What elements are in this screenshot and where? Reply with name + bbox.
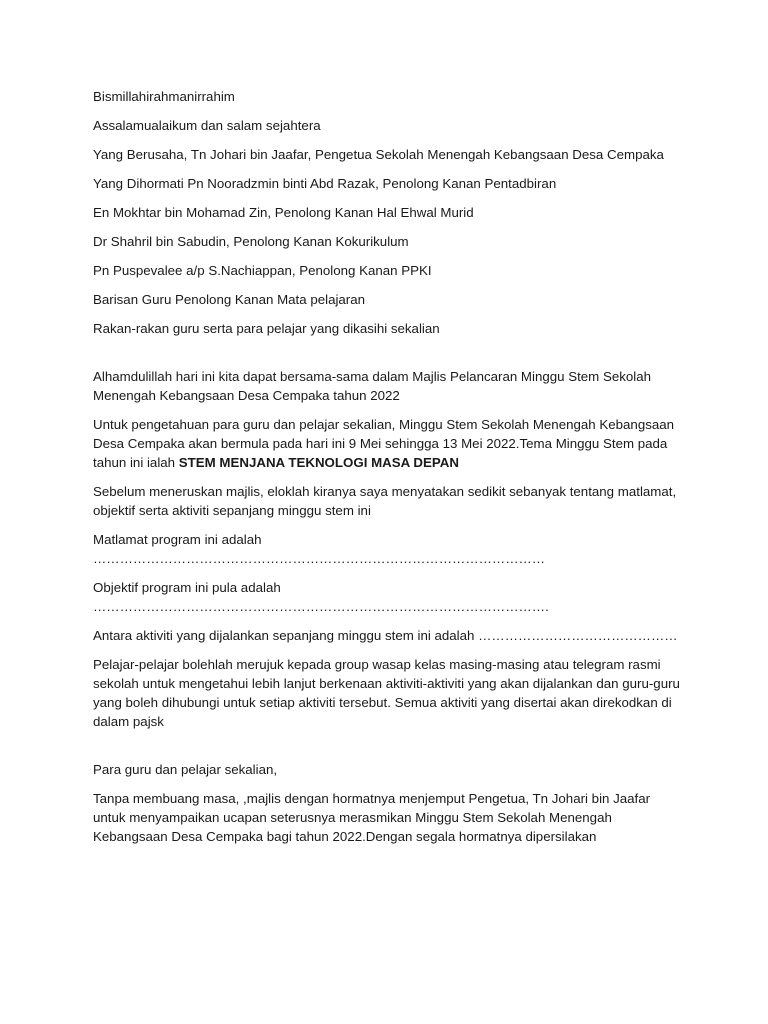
objective-line: Objektif program ini pula adalah …………………………………………………………………………………………. xyxy=(93,580,549,614)
greeting-admin-assistant: Yang Dihormati Pn Nooradzmin binti Abd Razak, Penolong Kanan Pentadbiran xyxy=(93,176,557,191)
paragraph-gap xyxy=(93,741,683,760)
activities-line: Antara aktiviti yang dijalankan sepanjang minggu stem ini adalah ……………………………………… xyxy=(93,628,678,643)
address-line: Para guru dan pelajar sekalian, xyxy=(93,762,278,777)
students-info-paragraph: Pelajar-pelajar bolehlah merujuk kepada group wasap kelas masing-masing atau telegram rasmi sekolah untuk mengetahui lebih lanjut berkenaan aktiviti-aktiviti yang akan dijalankan dan guru-guru yang boleh dihubungi untuk setiap aktiviti tersebut. Semua aktiviti yang disertai akan direkodkan di dalam pajsk xyxy=(93,657,680,729)
greeting-principal: Yang Berusaha, Tn Johari bin Jaafar, Pengetua Sekolah Menengah Kebangsaan Desa Cempaka xyxy=(93,147,664,162)
info-paragraph xyxy=(93,415,683,472)
greeting-ppki: Pn Puspevalee a/p S.Nachiappan, Penolong Kanan PPKI xyxy=(93,263,432,278)
info-text: Untuk pengetahuan para guru dan pelajar sekalian, Minggu Stem Sekolah Menengah Kebangsaan Desa Cempaka akan bermula pada hari ini 9 Mei sehingga 13 Mei 2022.Tema Minggu Stem pada tahun ini ialah xyxy=(93,417,675,470)
invitation-paragraph: Tanpa membuang masa, ,majlis dengan hormatnya menjemput Pengetua, Tn Johari bin Jaafar untuk menyampaikan ucapan seterusnya merasmikan Minggu Stem Sekolah Menengah Kebangsaan Desa Cempaka bagi tahun 2022.Dengan segala hormatnya dipersilakan xyxy=(93,791,651,844)
greeting-teachers-students: Rakan-rakan guru serta para pelajar yang dikasihi sekalian xyxy=(93,321,440,336)
greeting-subject-heads: Barisan Guru Penolong Kanan Mata pelajaran xyxy=(93,292,366,307)
paragraph-gap xyxy=(93,348,683,367)
theme-text: STEM MENJANA TEKNOLOGI MASA DEPAN xyxy=(178,455,459,470)
intro-paragraph: Alhamdulillah hari ini kita dapat bersama-sama dalam Majlis Pelancaran Minggu Stem Sekolah Menengah Kebangsaan Desa Cempaka tahun 2022 xyxy=(93,369,652,403)
speech-text xyxy=(93,87,683,856)
before-paragraph: Sebelum meneruskan majlis, eloklah kiranya saya menyatakan sedikit sebanyak tentang matlamat, objektif serta aktiviti sepanjang minggu stem ini xyxy=(93,484,677,518)
greeting-student-affairs: En Mokhtar bin Mohamad Zin, Penolong Kanan Hal Ehwal Murid xyxy=(93,205,474,220)
greeting-bismillah: Bismillahirahmanirrahim xyxy=(93,89,235,104)
greeting-salam: Assalamualaikum dan salam sejahtera xyxy=(93,118,321,133)
greeting-cocurriculum: Dr Shahril bin Sabudin, Penolong Kanan Kokurikulum xyxy=(93,234,409,249)
goal-line: Matlamat program ini adalah ………………………………………………………………………………………… xyxy=(93,532,546,566)
